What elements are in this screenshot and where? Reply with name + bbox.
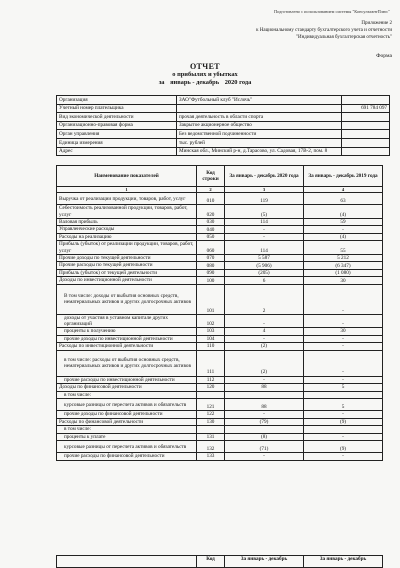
table-row	[57, 233, 383, 241]
table-row	[57, 269, 383, 277]
report-period	[100, 79, 310, 87]
row-code: 111	[197, 350, 225, 376]
row-previous-value: 59	[304, 218, 383, 226]
row-previous-value: 30	[304, 277, 383, 285]
table-row	[57, 426, 383, 434]
requisite-row	[57, 130, 390, 139]
requisite-label: Вид экономической деятельности	[57, 113, 177, 122]
row-current-value	[225, 391, 304, 399]
row-name: Расходы на реализацию	[57, 233, 197, 241]
table-row	[57, 193, 383, 205]
table-row	[57, 453, 383, 461]
row-name: прочие доходы по инвестиционной деятельности	[57, 335, 197, 343]
table-row	[57, 441, 383, 453]
table-row	[57, 241, 383, 254]
row-previous-value: (4)	[304, 205, 383, 218]
row-code: 131	[197, 433, 225, 441]
row-code	[197, 426, 225, 434]
requisite-value: тыс. рублей	[177, 138, 342, 147]
table-row	[57, 226, 383, 234]
row-current-value: 119	[225, 193, 304, 205]
row-previous-value: (9)	[304, 441, 383, 453]
row-code: 020	[197, 205, 225, 218]
row-name: Прочие расходы по текущей деятельности	[57, 262, 197, 270]
row-code: 110	[197, 343, 225, 351]
row-name: Себестоимость реализованной продукции, товаров, работ, услуг	[57, 205, 197, 218]
row-current-value: (8)	[225, 433, 304, 441]
row-code: 050	[197, 233, 225, 241]
row-current-value: -	[225, 233, 304, 241]
row-name: курсовые разницы от пересчета активов и обязательств	[57, 399, 197, 411]
row-current-value: -	[225, 226, 304, 234]
row-name: Расходы по финансовой деятельности	[57, 418, 197, 426]
table-row	[57, 399, 383, 411]
requisite-value: Минская обл., Минский р-н, д.Тарасово, ул. Садовая, 17В-2, пом. 8	[177, 147, 342, 156]
row-name: прочие расходы по инвестиционной деятельности	[57, 376, 197, 384]
requisite-value: Закрытое акционерное общество	[177, 121, 342, 130]
requisite-label: Организация	[57, 96, 177, 105]
row-code: 030	[197, 218, 225, 226]
row-code: 132	[197, 441, 225, 453]
row-previous-value: 5	[304, 384, 383, 392]
row-name: Валовая прибыль	[57, 218, 197, 226]
row-code: 130	[197, 418, 225, 426]
row-code: 080	[197, 262, 225, 270]
row-name: Выручка от реализации продукции, товаров, работ, услуг	[57, 193, 197, 205]
column-number: 2	[197, 187, 225, 193]
table-row	[57, 314, 383, 327]
income-statement-table	[56, 165, 383, 461]
row-name: курсовые разницы от пересчета активов и обязательств	[57, 441, 197, 453]
title-block	[100, 62, 310, 87]
row-name: прочие доходы по финансовой деятельности	[57, 411, 197, 419]
row-previous-value: -	[304, 284, 383, 314]
row-name: в том числе: расходы от выбытия основных средств, нематериальных активов и других долгосрочных активов	[57, 350, 197, 376]
row-current-value: 114	[225, 218, 304, 226]
next-page-header	[56, 555, 383, 568]
requisite-code	[342, 96, 390, 105]
system-note: Подготовлено с использованием системы "КонсультантПлюс"	[273, 9, 390, 14]
requisite-code	[342, 113, 390, 122]
row-code: 121	[197, 399, 225, 411]
row-code: 122	[197, 411, 225, 419]
row-current-value: (2)	[225, 350, 304, 376]
period-prefix: за	[158, 79, 165, 86]
requisite-label: Организационно-правовая форма	[57, 121, 177, 130]
row-previous-value: -	[304, 314, 383, 327]
appendix-note	[228, 20, 392, 41]
table-row	[57, 343, 383, 351]
row-code: 100	[197, 277, 225, 285]
header-current: За январь - декабрь 2020 года	[225, 166, 304, 187]
period-range: январь - декабрь	[170, 79, 220, 86]
appendix-line: "Индивидуальная бухгалтерская отчетность"	[295, 35, 392, 40]
table-row	[57, 384, 383, 392]
table-row	[57, 350, 383, 376]
requisite-code: 691 784 097	[342, 104, 390, 113]
row-code: 090	[197, 269, 225, 277]
row-current-value: 6	[225, 277, 304, 285]
table-row	[57, 391, 383, 399]
requisite-code	[342, 130, 390, 139]
row-previous-value: 63	[304, 193, 383, 205]
requisite-code	[342, 138, 390, 147]
row-current-value: (2)	[225, 343, 304, 351]
requisite-row	[57, 113, 390, 122]
row-code: 101	[197, 284, 225, 314]
row-name: проценты к уплате	[57, 433, 197, 441]
row-previous-value: -	[304, 350, 383, 376]
row-code: 060	[197, 241, 225, 254]
row-code: 070	[197, 254, 225, 262]
requisite-value: Без ведомственной подчиненности	[177, 130, 342, 139]
row-previous-value: 30	[304, 328, 383, 336]
row-name: Расходы по инвестиционной деятельности	[57, 343, 197, 351]
table-row	[57, 284, 383, 314]
row-code: 102	[197, 314, 225, 327]
table-row	[57, 254, 383, 262]
row-current-value: (205)	[225, 269, 304, 277]
column-number: 4	[304, 187, 383, 193]
row-previous-value: (1 080)	[304, 269, 383, 277]
row-current-value: -	[225, 453, 304, 461]
row-code: 112	[197, 376, 225, 384]
table-row	[57, 262, 383, 270]
row-current-value: -	[225, 411, 304, 419]
row-name: проценты к получению	[57, 328, 197, 336]
row-current-value	[225, 426, 304, 434]
table-row	[57, 411, 383, 419]
table-row	[57, 433, 383, 441]
row-code: 104	[197, 335, 225, 343]
row-name: Доходы по инвестиционной деятельности	[57, 277, 197, 285]
row-current-value: 2	[225, 284, 304, 314]
header-code: Код строки	[197, 166, 225, 187]
row-current-value: (71)	[225, 441, 304, 453]
requisite-label: Орган управления	[57, 130, 177, 139]
requisite-code	[342, 121, 390, 130]
row-previous-value	[304, 391, 383, 399]
row-name: Прибыль (убыток) от текущей деятельности	[57, 269, 197, 277]
row-previous-value	[304, 426, 383, 434]
requisite-row	[57, 121, 390, 130]
row-current-value: 5 587	[225, 254, 304, 262]
row-previous-value: -	[304, 453, 383, 461]
row-name: Прибыль (убыток) от реализации продукции, товаров, работ, услуг	[57, 241, 197, 254]
period-year: 2020 года	[224, 79, 252, 86]
row-current-value: 88	[225, 384, 304, 392]
next-header-previous: За январь - декабрь	[304, 556, 383, 568]
table-row	[57, 335, 383, 343]
requisites-table	[56, 95, 390, 156]
requisite-value: прочая деятельность в области спорта	[177, 113, 342, 122]
row-current-value: 88	[225, 399, 304, 411]
column-number: 3	[225, 187, 304, 193]
requisite-row	[57, 96, 390, 105]
requisite-row	[57, 104, 390, 113]
row-name: прочие расходы по финансовой деятельности	[57, 453, 197, 461]
row-previous-value: (4)	[304, 233, 383, 241]
report-title: ОТЧЕТ	[189, 62, 221, 71]
row-name: доходы от участия в уставном капитале других организаций	[57, 314, 197, 327]
form-label: Форма	[376, 53, 392, 59]
row-previous-value: (6 347)	[304, 262, 383, 270]
row-current-value: 114	[225, 241, 304, 254]
header-previous: За январь - декабрь 2019 года	[304, 166, 383, 187]
appendix-line: к Национальному стандарту бухгалтерского учета и отчетности	[256, 28, 392, 33]
table-row	[57, 328, 383, 336]
requisite-label: Учетный номер плательщика	[57, 104, 177, 113]
requisite-row	[57, 138, 390, 147]
row-previous-value: 5 212	[304, 254, 383, 262]
appendix-line: Приложение 2	[361, 21, 392, 26]
row-current-value: (5 906)	[225, 262, 304, 270]
next-header-current: За январь - декабрь	[225, 556, 304, 568]
row-previous-value: -	[304, 343, 383, 351]
row-current-value: 4	[225, 328, 304, 336]
row-code: 103	[197, 328, 225, 336]
row-previous-value: 55	[304, 241, 383, 254]
row-name: Управленческие расходы	[57, 226, 197, 234]
row-previous-value: (9)	[304, 418, 383, 426]
next-header-code: Код	[197, 556, 225, 568]
report-subtitle: о прибылях и убытках	[172, 71, 238, 78]
row-name: Прочие доходы по текущей деятельности	[57, 254, 197, 262]
table-row	[57, 205, 383, 218]
table-row	[57, 218, 383, 226]
row-code: 133	[197, 453, 225, 461]
row-previous-value: 5	[304, 399, 383, 411]
row-name: Доходы по финансовой деятельности	[57, 384, 197, 392]
row-previous-value: -	[304, 433, 383, 441]
row-previous-value: -	[304, 376, 383, 384]
row-name: в том числе:	[57, 391, 197, 399]
requisite-value	[177, 104, 342, 113]
row-previous-value: -	[304, 335, 383, 343]
row-previous-value: -	[304, 411, 383, 419]
row-name: В том числе: доходы от выбытия основных средств, нематериальных активов и других долгосрочных активов	[57, 284, 197, 314]
row-code: 120	[197, 384, 225, 392]
row-code: 010	[197, 193, 225, 205]
table-row	[57, 277, 383, 285]
row-name: в том числе:	[57, 426, 197, 434]
row-current-value: -	[225, 335, 304, 343]
row-current-value: -	[225, 314, 304, 327]
header-name: Наименование показателей	[57, 166, 197, 187]
table-row	[57, 376, 383, 384]
requisite-value: ЗАО"Футбольный клуб "Ислочь"	[177, 96, 342, 105]
requisite-label: Адрес	[57, 147, 177, 156]
row-current-value: (5)	[225, 205, 304, 218]
row-code	[197, 391, 225, 399]
column-number: 1	[57, 187, 197, 193]
requisite-label: Единица измерения	[57, 138, 177, 147]
requisite-code	[342, 147, 390, 156]
row-current-value: (79)	[225, 418, 304, 426]
row-previous-value: -	[304, 226, 383, 234]
row-code: 040	[197, 226, 225, 234]
table-row	[57, 418, 383, 426]
row-current-value: -	[225, 376, 304, 384]
requisite-row	[57, 147, 390, 156]
